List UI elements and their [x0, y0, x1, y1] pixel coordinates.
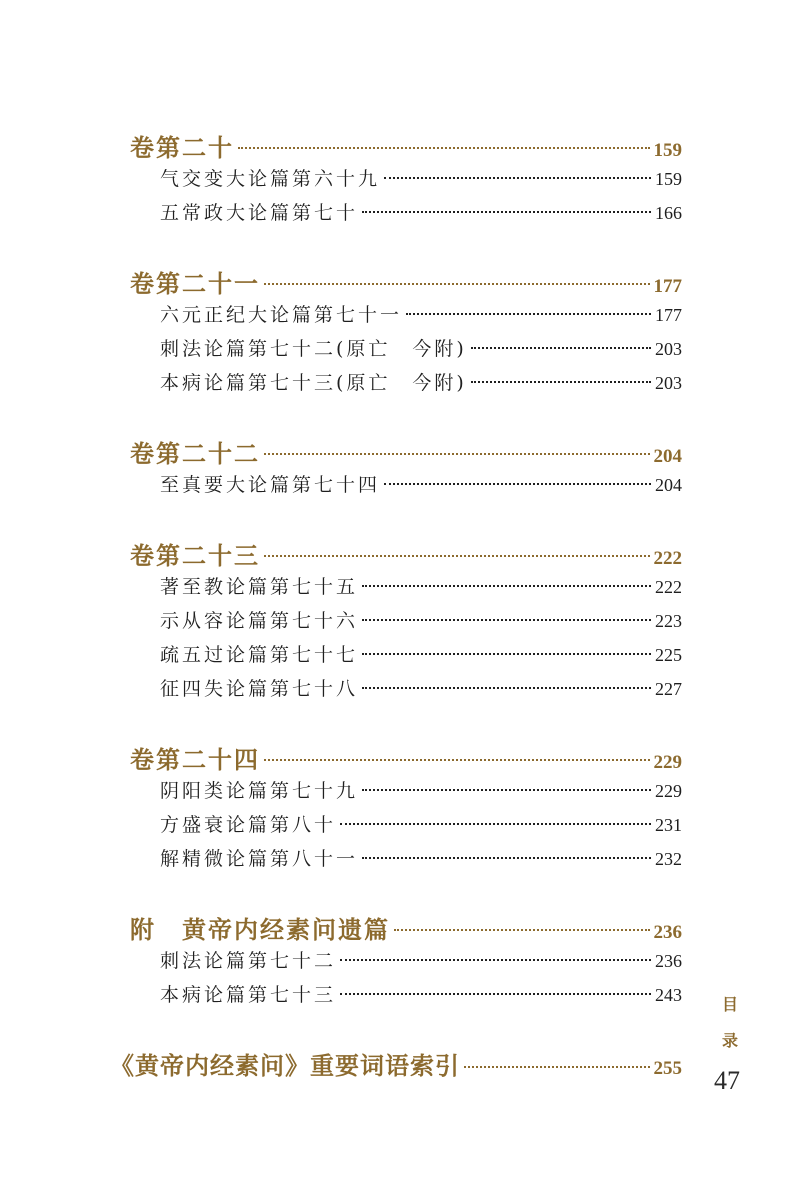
section-title: 卷第二十三 [130, 541, 260, 570]
toc-entry[interactable] [130, 368, 682, 402]
entry-title: 本病论篇第七十三(原亡 今附) [160, 372, 467, 394]
section-heading[interactable] [130, 740, 682, 776]
section-title: 卷第二十 [130, 133, 234, 162]
section-heading[interactable] [130, 434, 682, 470]
dot-leader [362, 619, 651, 621]
side-label-lu: 录 [722, 1031, 739, 1050]
dot-leader [362, 585, 651, 587]
entry-page-number: 229 [655, 781, 682, 801]
toc-entry[interactable] [130, 674, 682, 708]
index-title: 《黄帝内经素问》重要词语索引 [110, 1051, 460, 1080]
section-title: 卷第二十四 [130, 745, 260, 774]
entry-title: 五常政大论篇第七十 [160, 202, 359, 224]
dot-leader [340, 823, 651, 825]
section-title: 卷第二十二 [130, 439, 260, 468]
section-page-number: 177 [653, 276, 682, 297]
dot-leader [340, 959, 651, 961]
entry-page-number: 177 [655, 305, 682, 325]
entry-page-number: 232 [655, 849, 682, 869]
entry-page-number: 203 [655, 373, 682, 393]
entry-title: 方盛衰论篇第八十 [160, 814, 337, 836]
entry-title: 气交变大论篇第六十九 [160, 168, 381, 190]
toc-section [130, 910, 682, 1014]
toc-entry[interactable] [130, 334, 682, 368]
dot-leader [264, 759, 650, 761]
toc-entry[interactable] [130, 640, 682, 674]
dot-leader [264, 453, 650, 455]
toc-entry[interactable] [130, 470, 682, 504]
toc-entry[interactable] [130, 810, 682, 844]
index-entry[interactable] [110, 1046, 682, 1086]
entry-page-number: 225 [655, 645, 682, 665]
section-heading[interactable] [130, 264, 682, 300]
entry-title: 疏五过论篇第七十七 [160, 644, 359, 666]
dot-leader [471, 381, 651, 383]
entry-page-number: 222 [655, 577, 682, 597]
entry-title: 示从容论篇第七十六 [160, 610, 359, 632]
toc-entry[interactable] [130, 572, 682, 606]
entry-title: 刺法论篇第七十二 [160, 950, 337, 972]
section-title: 卷第二十一 [130, 269, 260, 298]
dot-leader [384, 483, 651, 485]
section-page-number: 236 [653, 922, 682, 943]
toc-section [130, 434, 682, 504]
entry-title: 阴阳类论篇第七十九 [160, 780, 359, 802]
entry-title: 刺法论篇第七十二(原亡 今附) [160, 338, 467, 360]
toc-entry[interactable] [130, 844, 682, 878]
entry-page-number: 159 [655, 169, 682, 189]
entry-page-number: 204 [655, 475, 682, 495]
dot-leader [264, 283, 650, 285]
toc-section [130, 536, 682, 708]
side-label-mu: 目 [722, 995, 739, 1014]
entry-page-number: 236 [655, 951, 682, 971]
toc-entry[interactable] [130, 164, 682, 198]
toc-entry[interactable] [130, 980, 682, 1014]
section-title: 附 黄帝内经素问遗篇 [130, 915, 390, 944]
toc-entry[interactable] [130, 198, 682, 232]
section-heading[interactable] [130, 910, 682, 946]
dot-leader [264, 555, 650, 557]
index-page-number: 255 [653, 1058, 682, 1079]
dot-leader [340, 993, 651, 995]
entry-page-number: 223 [655, 611, 682, 631]
section-page-number: 229 [653, 752, 682, 773]
section-page-number: 204 [653, 446, 682, 467]
entry-page-number: 227 [655, 679, 682, 699]
section-page-number: 159 [653, 140, 682, 161]
dot-leader [471, 347, 651, 349]
toc-entry[interactable] [130, 946, 682, 980]
toc-section [130, 740, 682, 878]
entry-title: 著至教论篇第七十五 [160, 576, 359, 598]
dot-leader [362, 211, 651, 213]
entry-page-number: 203 [655, 339, 682, 359]
section-heading[interactable] [130, 128, 682, 164]
dot-leader [362, 653, 651, 655]
toc-entry[interactable] [130, 606, 682, 640]
entry-title: 解精微论篇第八十一 [160, 848, 359, 870]
dot-leader [362, 857, 651, 859]
dot-leader [238, 147, 650, 149]
dot-leader [464, 1066, 650, 1068]
dot-leader [406, 313, 651, 315]
dot-leader [362, 687, 651, 689]
entry-page-number: 166 [655, 203, 682, 223]
entry-title: 至真要大论篇第七十四 [160, 474, 381, 496]
section-heading[interactable] [130, 536, 682, 572]
entry-title: 本病论篇第七十三 [160, 984, 337, 1006]
entry-page-number: 243 [655, 985, 682, 1005]
table-of-contents [110, 128, 682, 1086]
entry-title: 征四失论篇第七十八 [160, 678, 359, 700]
toc-section [130, 128, 682, 232]
dot-leader [384, 177, 651, 179]
dot-leader [362, 789, 651, 791]
entry-page-number: 231 [655, 815, 682, 835]
dot-leader [394, 929, 650, 931]
toc-section [130, 264, 682, 402]
entry-title: 六元正纪大论篇第七十一 [160, 304, 403, 326]
page-number: 47 [714, 1066, 740, 1095]
section-page-number: 222 [653, 548, 682, 569]
toc-entry[interactable] [130, 300, 682, 334]
toc-entry[interactable] [130, 776, 682, 810]
